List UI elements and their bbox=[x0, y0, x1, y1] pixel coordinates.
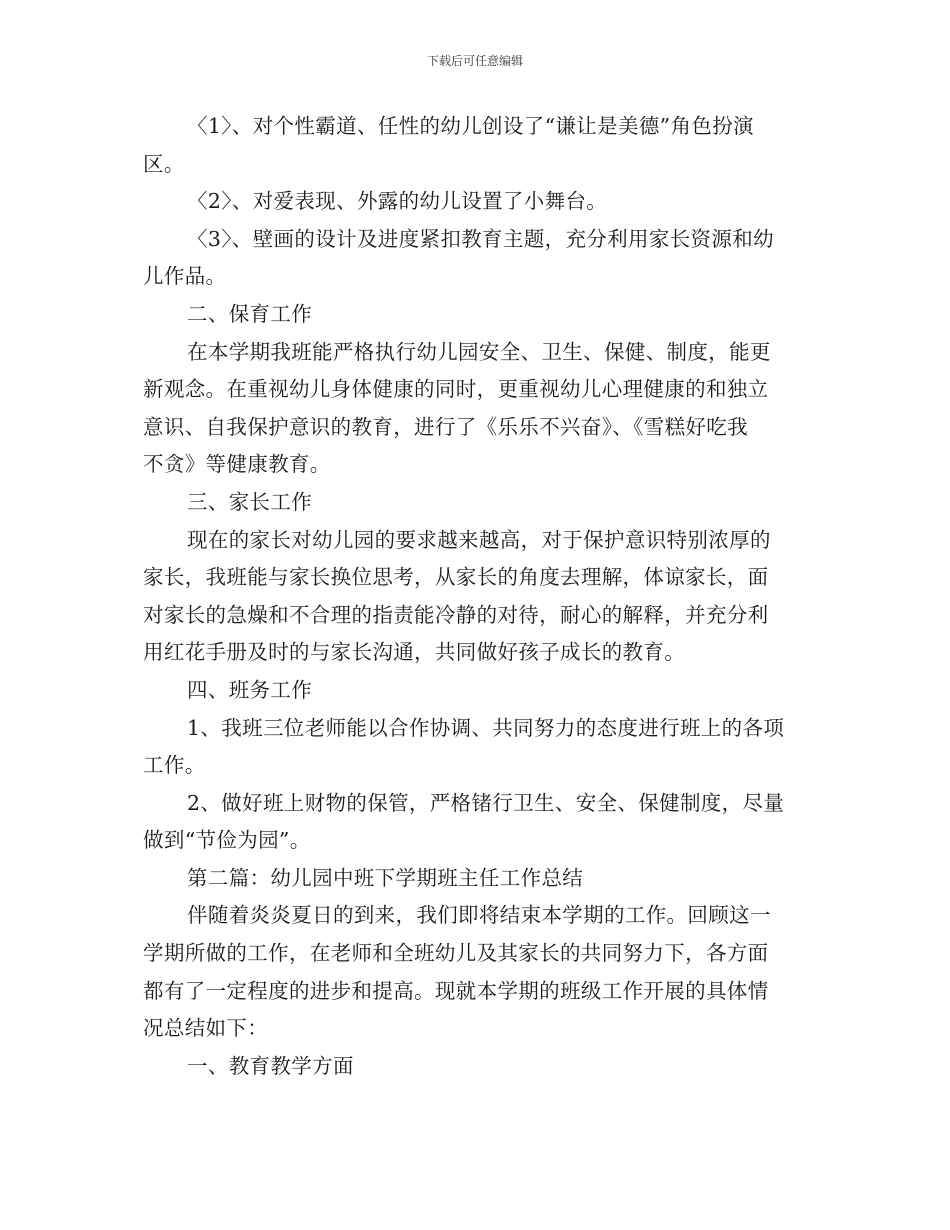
text-line: 2、做好班上财物的保管，严格锗行卫生、安全、保健制度，尽量 bbox=[187, 790, 785, 815]
text-line: 三、家长工作 bbox=[187, 489, 313, 514]
text-line: 在本学期我班能严格执行幼儿园安全、卫生、保健、制度，能更 bbox=[187, 339, 771, 364]
text-line: 〈1〉、对个性霸道、任性的幼儿创设了“谦让是美德”角色扮演 bbox=[187, 114, 754, 138]
text-line: 1、我班三位老师能以合作协调、共同努力的态度进行班上的各项 bbox=[187, 715, 785, 740]
text-line: 现在的家长对幼儿园的要求越来越高，对于保护意识特别浓厚的 bbox=[187, 527, 771, 552]
text-line: 工作。 bbox=[143, 753, 206, 778]
text-line: 家长，我班能与家长换位思考，从家长的角度去理解，体谅家长，面 bbox=[143, 565, 769, 590]
text-line: 伴随着炎炎夏日的到来，我们即将结束本学期的工作。回顾这一 bbox=[187, 903, 771, 928]
text-line: 儿作品。 bbox=[143, 264, 227, 289]
text-line: 区。 bbox=[143, 151, 185, 176]
text-line: 〈2〉、对爱表现、外露的幼儿设置了小舞台。 bbox=[187, 189, 608, 214]
text-line: 〈3〉、壁画的设计及进度紧扣教育主题，充分利用家长资源和幼 bbox=[187, 226, 774, 251]
document-body bbox=[143, 108, 809, 1085]
text-line: 用红花手册及时的与家长沟通，共同做好孩子成长的教育。 bbox=[143, 640, 686, 665]
text-line: 况总结如下： bbox=[143, 1016, 269, 1041]
text-line: 第二篇：幼儿园中班下学期班主任工作总结 bbox=[187, 865, 584, 890]
page-header: 下载后可任意编辑 bbox=[426, 54, 523, 68]
text-line: 新观念。在重视幼儿身体健康的同时，更重视幼儿心理健康的和独立 bbox=[143, 377, 769, 402]
text-line: 二、保育工作 bbox=[187, 301, 313, 326]
text-line: 不贪》等健康教育。 bbox=[143, 452, 331, 477]
text-line: 对家长的急燥和不合理的指责能冷静的对待，耐心的解释，并充分利 bbox=[143, 602, 769, 627]
text-line: 都有了一定程度的进步和提高。现就本学期的班级工作开展的具体情 bbox=[143, 978, 769, 1003]
text-line: 一、教育教学方面 bbox=[187, 1053, 354, 1078]
text-line: 做到“节俭为园”。 bbox=[143, 828, 311, 853]
text-line: 四、班务工作 bbox=[187, 677, 313, 702]
text-line: 意识、自我保护意识的教育，进行了《乐乐不兴奋》、《雪糕好吃我 bbox=[143, 414, 748, 439]
text-line: 学期所做的工作，在老师和全班幼儿及其家长的共同努力下，各方面 bbox=[143, 941, 769, 966]
